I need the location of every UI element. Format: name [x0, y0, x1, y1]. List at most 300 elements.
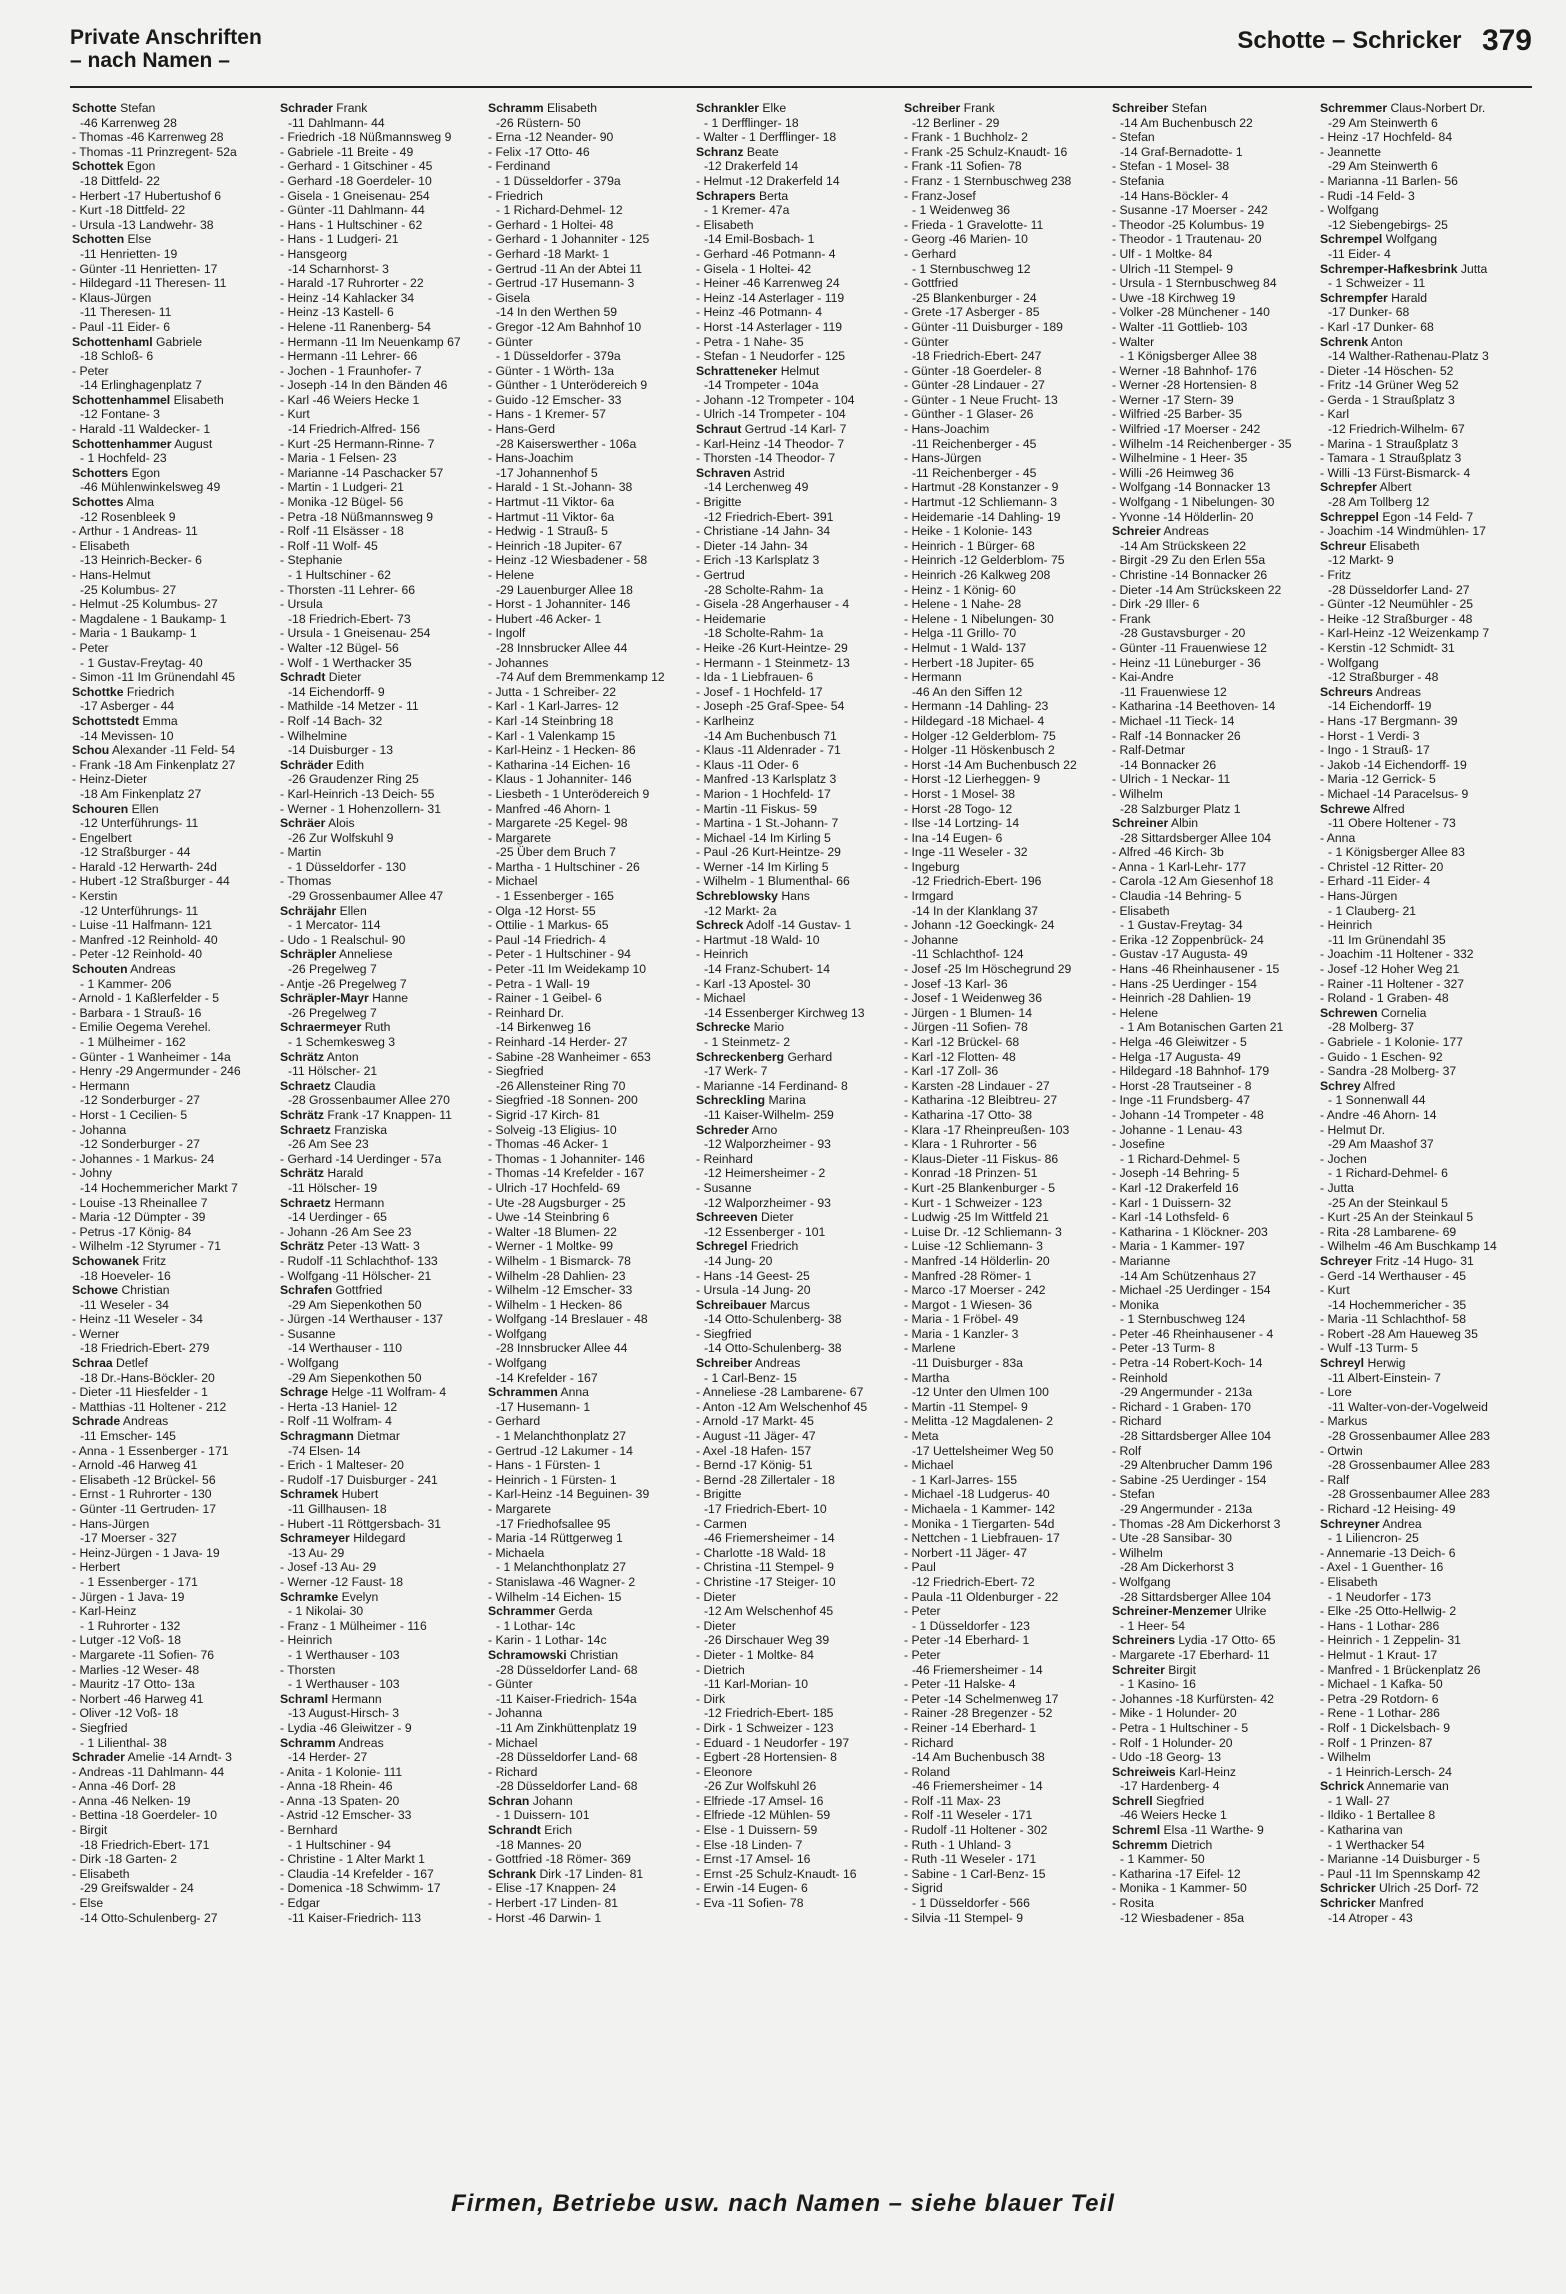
entry-text: - Peter -46 Rheinhausener - 4: [1112, 1326, 1274, 1341]
entry-text: - Bettina -18 Goerdeler- 10: [72, 1808, 217, 1823]
entry-text: - Karl -17 Zoll- 36: [904, 1064, 999, 1079]
entry-text: -28 Am Dickerhorst 3: [1120, 1560, 1234, 1575]
entry-text: - Günter - 1 Wanheimer - 14a: [72, 1049, 231, 1064]
listing-entry: [1112, 1283, 1316, 1298]
listing-entry: [1320, 1458, 1524, 1473]
entry-text: - Monika -12 Bügel- 56: [280, 495, 404, 510]
listing-entry: [904, 1881, 1108, 1896]
entry-text: - Michael -14 Paracelsus- 9: [1320, 786, 1469, 801]
entry-text: - Johann -12 Goeckingk- 24: [904, 918, 1055, 933]
entry-text: - Frank -18 Am Finkenplatz 27: [72, 757, 236, 772]
entry-text: - Günter - 1 Wörth- 13a: [488, 363, 614, 378]
entry-text: - Klara -17 Rheinpreußen- 103: [904, 1122, 1070, 1137]
surname: Schottenhaml: [72, 334, 153, 349]
entry-text: - Eleonore: [696, 1764, 753, 1779]
surname: Schreiner: [1112, 816, 1169, 831]
listing-entry: [1112, 1458, 1316, 1473]
listing-entry: [696, 1590, 900, 1605]
entry-text: - Jutta: [1320, 1180, 1354, 1195]
entry-text: - Ingolf: [488, 626, 526, 641]
entry-text: - Joseph -14 In den Bänden 46: [280, 378, 448, 393]
listing-entry: [72, 1239, 276, 1254]
listing-entry: [72, 1487, 276, 1502]
entry-text: -12 Friedrich-Ebert- 72: [912, 1574, 1035, 1589]
entry-text: Fritz -14 Hugo- 31: [1375, 1253, 1474, 1268]
entry-text: -46 Mühlenwinkelsweg 49: [80, 480, 221, 495]
listing-entry: [696, 831, 900, 846]
listing-entry: [696, 612, 900, 627]
entry-text: - 1 Neudorfer - 173: [1328, 1589, 1431, 1604]
listing-entry: [1112, 1619, 1316, 1634]
entry-text: - Günter -11 Dahlmann- 44: [280, 203, 425, 218]
listing-entry: [72, 247, 276, 262]
listing-entry: [696, 1633, 900, 1648]
entry-text: -14 Am Buchenbusch 71: [704, 728, 837, 743]
listing-entry: [488, 1458, 692, 1473]
listing-entry: [72, 1911, 276, 1926]
surname-entry: [72, 1750, 276, 1765]
entry-text: - Arthur - 1 Andreas- 11: [72, 524, 198, 539]
entry-text: - Gottfried -18 Römer- 369: [488, 1852, 631, 1867]
entry-text: - Birgit -29 Zu den Erlen 55a: [1112, 553, 1266, 568]
entry-text: - Hermann -14 Dahling- 23: [904, 699, 1049, 714]
surname-entry: [1320, 291, 1524, 306]
entry-text: Hermann: [331, 1691, 382, 1706]
entry-text: - Ruth -11 Weseler - 171: [904, 1852, 1037, 1867]
entry-text: - Birgit: [72, 1823, 108, 1838]
entry-text: - Uwe -14 Steinbring 6: [488, 1210, 610, 1225]
surname-entry: [904, 101, 1108, 116]
surname-entry: [696, 889, 900, 904]
entry-text: -28 Düsseldorfer Land- 68: [496, 1662, 638, 1677]
entry-text: Beate: [746, 144, 779, 159]
entry-text: - Klaus -11 Oder- 6: [696, 757, 799, 772]
entry-text: - Elisabeth: [696, 217, 754, 232]
listing-entry: [488, 1181, 692, 1196]
entry-text: - Harald -17 Ruhrorter - 22: [280, 276, 424, 291]
listing-entry: [1320, 772, 1524, 787]
entry-text: - Ernst - 1 Ruhrorter - 130: [72, 1487, 212, 1502]
listing-entry: [488, 1546, 692, 1561]
listing-entry: [280, 189, 484, 204]
page-footer: Firmen, Betriebe usw. nach Namen – siehe blauer Teil: [451, 2190, 1115, 2217]
listing-entry: [904, 1269, 1108, 1284]
listing-entry: [696, 335, 900, 350]
entry-text: - Liesbeth - 1 Unterödereich 9: [488, 786, 650, 801]
entry-text: - Peter -11 Im Weidekamp 10: [488, 962, 647, 977]
listing-entry: [72, 1152, 276, 1167]
entry-text: - Josefine: [1112, 1137, 1165, 1152]
listing-entry: [72, 524, 276, 539]
listing-entry: [280, 1838, 484, 1853]
listing-entry: [72, 378, 276, 393]
listing-entry: [1320, 1794, 1524, 1809]
listing-entry: [72, 656, 276, 671]
surname: Schremm: [1112, 1837, 1168, 1852]
surname: Schouten: [72, 962, 128, 977]
listing-entry: [696, 1458, 900, 1473]
entry-text: Helmut: [780, 363, 820, 378]
entry-text: - Thorsten: [280, 1662, 336, 1677]
entry-text: - Margarete -11 Sofien- 76: [72, 1647, 215, 1662]
listing-entry: [1320, 1196, 1524, 1211]
entry-text: - Werner -12 Faust- 18: [280, 1574, 404, 1589]
listing-entry: [488, 699, 692, 714]
entry-text: - Wilhelm -12 Styrumer - 71: [72, 1239, 221, 1254]
listing-entry: [1112, 1327, 1316, 1342]
surname: Schrandt: [488, 1823, 541, 1838]
entry-text: - Stephanie: [280, 553, 343, 568]
entry-text: - Johny: [72, 1166, 112, 1181]
entry-text: - Heinrich: [1320, 918, 1373, 933]
entry-text: - Karl -12 Flotten- 48: [904, 1049, 1016, 1064]
entry-text: - 1 Wall- 27: [1328, 1793, 1390, 1808]
entry-text: Anton: [1370, 334, 1403, 349]
entry-text: - Dirk -29 Iller- 6: [1112, 597, 1200, 612]
listing-entry: [280, 539, 484, 554]
entry-text: - 1 Gustav-Freytag- 40: [80, 655, 203, 670]
listing-entry: [696, 1721, 900, 1736]
listing-entry: [280, 1706, 484, 1721]
listing-entry: [904, 1721, 1108, 1736]
listing-entry: [696, 1604, 900, 1619]
entry-text: - Heinz-Dieter: [72, 772, 148, 787]
entry-text: - Willi -13 Fürst-Bismarck- 4: [1320, 465, 1471, 480]
entry-text: - Olga -12 Horst- 55: [488, 903, 596, 918]
listing-entry: [1320, 626, 1524, 641]
listing-entry: [72, 203, 276, 218]
listing-entry: [904, 714, 1108, 729]
surname: Schran: [488, 1793, 530, 1808]
listing-entry: [1112, 1867, 1316, 1882]
listing-entry: [696, 626, 900, 641]
surname-entry: [1320, 335, 1524, 350]
entry-text: - Marianne -14 Duisburger - 5: [1320, 1852, 1480, 1867]
entry-text: - Holger -11 Höskenbusch 2: [904, 743, 1055, 758]
entry-text: - Bernd -17 König- 51: [696, 1458, 813, 1473]
listing-entry: [1320, 349, 1524, 364]
surname-entry: [280, 670, 484, 685]
surname-entry: [72, 101, 276, 116]
entry-text: - Guido -12 Emscher- 33: [488, 392, 622, 407]
entry-text: -18 Scholte-Rahm- 1a: [704, 626, 824, 641]
surname: Schreiner-Menzemer: [1112, 1604, 1232, 1619]
entry-text: - Ursula - 1 Sternbuschweg 84: [1112, 276, 1277, 291]
entry-text: -14 Krefelder - 167: [496, 1370, 598, 1385]
listing-entry: [1112, 845, 1316, 860]
surname-entry: [488, 1794, 692, 1809]
entry-text: - Erna -12 Neander- 90: [488, 130, 614, 145]
entry-text: -14 Lerchenweg 49: [704, 480, 809, 495]
entry-text: - Ralf -14 Bonnacker 26: [1112, 728, 1241, 743]
listing-entry: [280, 1341, 484, 1356]
entry-text: - Elisabeth: [72, 538, 130, 553]
surname-entry: [696, 1298, 900, 1313]
listing-entry: [280, 218, 484, 233]
listing-entry: [1320, 189, 1524, 204]
listing-entry: [72, 1196, 276, 1211]
entry-text: - Ursula: [280, 597, 323, 612]
entry-text: - Carmen: [696, 1516, 747, 1531]
entry-text: - Heinrich - 1 Bürger- 68: [904, 538, 1035, 553]
listing-entry: [280, 831, 484, 846]
entry-text: - Helga -11 Grillo- 70: [904, 626, 1017, 641]
listing-entry: [488, 1356, 692, 1371]
entry-text: -13 Au- 29: [288, 1545, 345, 1560]
entry-text: - Paul: [904, 1560, 936, 1575]
entry-text: -14 Mevissen- 10: [80, 728, 174, 743]
listing-entry: [904, 378, 1108, 393]
entry-text: - Dieter: [696, 1589, 736, 1604]
listing-entry: [1320, 918, 1524, 933]
entry-text: -46 An den Siffen 12: [912, 684, 1023, 699]
listing-entry: [1320, 393, 1524, 408]
listing-entry: [1112, 1750, 1316, 1765]
listing-entry: [1112, 1881, 1316, 1896]
entry-text: - Peter -11 Halske- 4: [904, 1677, 1016, 1692]
entry-text: - Andre -46 Ahorn- 14: [1320, 1107, 1437, 1122]
entry-text: - Karlheinz: [696, 713, 755, 728]
listing-entry: [696, 159, 900, 174]
listing-entry: [1320, 1020, 1524, 1035]
listing-entry: [696, 1546, 900, 1561]
listing-entry: [904, 947, 1108, 962]
surname-entry: [280, 1020, 484, 1035]
entry-text: - Joachim -14 Windmühlen- 17: [1320, 524, 1486, 539]
entry-text: Alfred: [1363, 1078, 1396, 1093]
entry-text: - Inge -11 Weseler - 32: [904, 845, 1028, 860]
entry-text: -29 Grossenbaumer Allee 47: [288, 889, 444, 904]
listing-entry: [1112, 262, 1316, 277]
entry-text: - Ulrich -11 Stempel- 9: [1112, 261, 1234, 276]
surname-entry: [280, 1736, 484, 1751]
entry-text: - Dieter -11 Hiesfelder - 1: [72, 1385, 208, 1400]
surname: Schricker: [1320, 1881, 1376, 1896]
entry-text: -11 Duisburger - 83a: [912, 1356, 1023, 1371]
page-number: 379: [1481, 24, 1532, 57]
listing-entry: [1112, 1896, 1316, 1911]
entry-text: - Heiner -46 Karrenweg 24: [696, 276, 840, 291]
entry-text: Cornelia: [1380, 1005, 1427, 1020]
entry-text: - Johann -14 Trompeter - 48: [1112, 1107, 1264, 1122]
listing-entry: [280, 437, 484, 452]
entry-text: Annemarie van: [1366, 1779, 1449, 1794]
listing-entry: [696, 1794, 900, 1809]
entry-text: - Dieter: [696, 1618, 736, 1633]
entry-text: -14 Graf-Bernadotte- 1: [1120, 144, 1243, 159]
entry-text: -29 Greifswalder - 24: [80, 1881, 194, 1896]
listing-entry: [280, 407, 484, 422]
surname-entry: [1112, 816, 1316, 831]
entry-text: -11 Kaiser-Friedrich- 113: [288, 1910, 421, 1925]
entry-text: -11 Albert-Einstein- 7: [1328, 1370, 1441, 1385]
entry-text: - Katharina van: [1320, 1823, 1403, 1838]
listing-entry: [488, 568, 692, 583]
entry-text: Wolfgang: [1385, 232, 1437, 247]
listing-entry: [488, 495, 692, 510]
surname: Schregel: [696, 1239, 748, 1254]
entry-text: Elsa -11 Warthe- 9: [1163, 1823, 1264, 1838]
entry-text: - Peter - 1 Hultschiner - 94: [488, 947, 631, 962]
entry-text: - Helmut -25 Kolumbus- 27: [72, 597, 218, 612]
entry-text: - Heike -26 Kurt-Heintze- 29: [696, 640, 848, 655]
entry-text: Andrea: [1382, 1516, 1422, 1531]
listing-entry: [488, 189, 692, 204]
listing-entry: [488, 1064, 692, 1079]
listing-entry: [1112, 1312, 1316, 1327]
listing-entry: [696, 218, 900, 233]
listing-entry: [488, 787, 692, 802]
listing-entry: [696, 1385, 900, 1400]
entry-text: -18 Mannes- 20: [496, 1837, 582, 1852]
entry-text: - Norbert -46 Harweg 41: [72, 1691, 204, 1706]
listing-entry: [904, 1531, 1108, 1546]
listing-entry: [1112, 787, 1316, 802]
entry-text: - Wilhelm -14 Reichenberger - 35: [1112, 436, 1292, 451]
listing-column-4: [696, 101, 900, 2179]
surname: Schrage: [280, 1385, 329, 1400]
listing-entry: [488, 247, 692, 262]
listing-entry: [1112, 1473, 1316, 1488]
entry-text: - Karl: [1320, 407, 1350, 422]
entry-text: Stefan: [120, 101, 156, 115]
entry-text: - Else -18 Linden- 7: [696, 1837, 803, 1852]
surname-entry: [696, 1356, 900, 1371]
entry-text: - Karl-Heinz -14 Theodor- 7: [696, 436, 845, 451]
listing-entry: [280, 1750, 484, 1765]
listing-entry: [488, 641, 692, 656]
listing-entry: [696, 1575, 900, 1590]
listing-entry: [280, 291, 484, 306]
listing-entry: [280, 1444, 484, 1459]
listing-entry: [696, 1079, 900, 1094]
listing-entry: [1320, 1152, 1524, 1167]
listing-entry: [904, 1166, 1108, 1181]
listing-entry: [696, 1736, 900, 1751]
listing-entry: [1112, 1808, 1316, 1823]
entry-text: - Lydia -46 Gleiwitzer - 9: [280, 1720, 412, 1735]
listing-entry: [1112, 1181, 1316, 1196]
listing-entry: [488, 772, 692, 787]
entry-text: - Hermann: [72, 1078, 130, 1093]
listing-entry: [72, 291, 276, 306]
listing-entry: [72, 1794, 276, 1809]
entry-text: - Franz - 1 Mülheimer - 116: [280, 1618, 427, 1633]
entry-text: - Brigitte: [696, 495, 742, 510]
listing-entry: [904, 407, 1108, 422]
entry-text: - Rolf - 1 Prinzen- 87: [1320, 1735, 1433, 1750]
entry-text: - Werner -18 Bahnhof- 176: [1112, 363, 1257, 378]
listing-entry: [280, 568, 484, 583]
entry-text: - Dietrich: [696, 1662, 745, 1677]
entry-text: Albert: [1379, 480, 1412, 495]
entry-text: -11 Reichenberger - 45: [912, 436, 1037, 451]
entry-text: - Werner: [72, 1326, 120, 1341]
entry-text: - Frank: [1112, 611, 1151, 626]
listing-entry: [1112, 539, 1316, 554]
entry-text: - Peter -14 Eberhard- 1: [904, 1633, 1030, 1648]
listing-entry: [72, 1852, 276, 1867]
entry-text: - Paula -11 Oldenburger - 22: [904, 1589, 1059, 1604]
entry-text: -29 Angermunder - 213a: [1120, 1502, 1253, 1516]
entry-text: - Dirk -18 Garten- 2: [72, 1852, 177, 1867]
listing-entry: [72, 670, 276, 685]
entry-text: -12 Friedrich-Ebert- 185: [704, 1706, 834, 1721]
entry-text: -28 Sittardsberger Allee 104: [1120, 1589, 1272, 1604]
entry-text: - Ruth - 1 Uhland- 3: [904, 1837, 1012, 1852]
entry-text: - Horst -28 Togo- 12: [904, 801, 1013, 816]
listing-entry: [696, 1371, 900, 1386]
entry-text: - Oliver -12 Voß- 18: [72, 1706, 179, 1721]
entry-text: - Frieda - 1 Gravelotte- 11: [904, 217, 1044, 232]
entry-text: - Horst -46 Darwin- 1: [488, 1910, 602, 1925]
entry-text: - Michael: [696, 991, 746, 1006]
entry-text: - Walter -12 Bügel- 56: [280, 640, 399, 655]
listing-entry: [1112, 656, 1316, 671]
listing-entry: [696, 1663, 900, 1678]
listing-entry: [904, 991, 1108, 1006]
surname-entry: [280, 947, 484, 962]
listing-entry: [1112, 291, 1316, 306]
entry-text: - Hans -46 Rheinhausener - 15: [1112, 962, 1280, 977]
listing-entry: [1320, 364, 1524, 379]
entry-text: Peter -13 Watt- 3: [327, 1239, 420, 1254]
entry-text: - 1 Kremer- 47a: [704, 203, 790, 218]
listing-entry: [72, 1137, 276, 1152]
surname: Schreckling: [696, 1093, 766, 1108]
listing-entry: [488, 1692, 692, 1707]
entry-text: Alexander -11 Feld- 54: [111, 743, 236, 758]
surname-entry: [1320, 802, 1524, 817]
entry-text: - Dieter -14 Am Strückskeen 22: [1112, 582, 1282, 597]
listing-column-5: [904, 101, 1108, 2179]
listing-entry: [280, 159, 484, 174]
entry-text: - Wolfgang: [1320, 655, 1379, 670]
listing-entry: [904, 1341, 1108, 1356]
entry-text: - Heinrich -26 Kalkweg 208: [904, 568, 1051, 582]
listing-entry: [280, 1779, 484, 1794]
entry-text: - Kurt -25 Blankenburger - 5: [904, 1180, 1056, 1195]
listing-entry: [904, 874, 1108, 889]
listing-entry: [1112, 480, 1316, 495]
surname-entry: [696, 145, 900, 160]
entry-text: - Stefania: [1112, 173, 1165, 188]
entry-text: -11 Gillhausen- 18: [288, 1502, 387, 1516]
listing-entry: [488, 1006, 692, 1021]
listing-entry: [1112, 1123, 1316, 1138]
entry-text: - Udo - 1 Realschul- 90: [280, 932, 406, 947]
listing-entry: [280, 320, 484, 335]
surname: Schrade: [72, 1414, 121, 1429]
listing-entry: [1112, 159, 1316, 174]
entry-text: - Carola -12 Am Giesenhof 18: [1112, 874, 1274, 889]
surname: Schottke: [72, 684, 124, 699]
entry-text: - Christine - 1 Alter Markt 1: [280, 1852, 425, 1867]
listing-entry: [488, 1473, 692, 1488]
entry-text: - Felix -17 Otto- 46: [488, 144, 590, 159]
listing-entry: [1112, 1706, 1316, 1721]
entry-text: -18 Friedrich-Ebert- 247: [912, 349, 1042, 364]
entry-text: -11 Henrietten- 19: [80, 246, 178, 261]
listing-entry: [280, 699, 484, 714]
entry-text: -11 Emscher- 145: [80, 1429, 176, 1444]
entry-text: -26 Zur Wolfskuhl 26: [704, 1779, 817, 1794]
listing-entry: [696, 1327, 900, 1342]
listing-entry: [1112, 1590, 1316, 1605]
listing-entry: [72, 189, 276, 204]
listing-entry: [1112, 1546, 1316, 1561]
entry-text: - Anna - 1 Karl-Lehr- 177: [1112, 859, 1247, 874]
